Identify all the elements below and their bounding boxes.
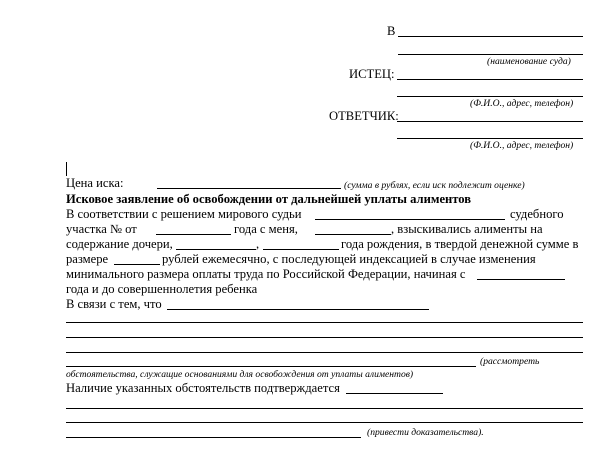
defendant-field-2[interactable] — [397, 138, 583, 139]
body-line-6: года и до совершеннолетия ребенка — [66, 282, 258, 296]
court-field-2[interactable] — [398, 54, 583, 55]
plaintiff-note: (Ф.И.О., адрес, телефон) — [470, 98, 574, 109]
name-field[interactable] — [315, 234, 391, 235]
proof-line-2[interactable] — [66, 422, 583, 423]
price-label: Цена иска: — [66, 176, 124, 190]
amount-field[interactable] — [114, 264, 160, 265]
body-line-8: Наличие указанных обстоятельств подтверждается — [66, 381, 340, 395]
circumstances-note-a: (рассмотреть — [480, 356, 540, 367]
defendant-label: ОТВЕТЧИК: — [329, 109, 399, 123]
body-line-2c: , взыскивались алименты на — [391, 222, 543, 236]
body-line-3a: содержание дочери, — [66, 237, 173, 251]
defendant-note: (Ф.И.О., адрес, телефон) — [470, 140, 574, 151]
body-line-7: В связи с тем, что — [66, 297, 162, 311]
start-date-field[interactable] — [477, 279, 565, 280]
date-field[interactable] — [156, 234, 231, 235]
body-line-4a: размере — [66, 252, 109, 266]
text-cursor — [66, 162, 67, 176]
proof-line-3[interactable] — [66, 437, 361, 438]
document-title: Исковое заявление об освобождении от дальнейшей уплаты алиментов — [66, 192, 472, 206]
plaintiff-field-2[interactable] — [397, 96, 583, 97]
body-line-3b: , — [256, 237, 260, 251]
body-line-4b: рублей ежемесячно, с последующей индексацией в случае изменения — [162, 252, 536, 266]
body-line-1b: судебного — [510, 207, 564, 221]
body-line-1a: В соответствии с решением мирового судьи — [66, 207, 302, 221]
defendant-field[interactable] — [397, 121, 583, 122]
reason-field[interactable] — [167, 309, 429, 310]
judge-field[interactable] — [315, 219, 505, 220]
price-field[interactable] — [157, 188, 341, 189]
price-note: (сумма в рублях, если иск подлежит оценке) — [344, 180, 525, 191]
reason-line-2[interactable] — [66, 337, 583, 338]
plaintiff-label: ИСТЕЦ: — [349, 67, 395, 81]
body-line-3c: года рождения, в твердой денежной сумме в — [341, 237, 579, 251]
plaintiff-field[interactable] — [397, 79, 583, 80]
daughter-name-field[interactable] — [176, 249, 256, 250]
court-note: (наименование суда) — [487, 56, 571, 67]
court-field[interactable] — [398, 36, 583, 37]
reason-line-1[interactable] — [66, 322, 583, 323]
body-line-2a: участка № от — [66, 222, 137, 236]
court-prefix: В — [387, 24, 396, 38]
body-line-5: минимального размера оплаты труда по Российской Федерации, начиная с — [66, 267, 466, 281]
body-line-2b: года с меня, — [234, 222, 298, 236]
birth-year-field[interactable] — [263, 249, 339, 250]
reason-line-4[interactable] — [66, 366, 476, 367]
reason-line-3[interactable] — [66, 352, 583, 353]
proof-note: (привести доказательства). — [367, 427, 484, 438]
proof-field[interactable] — [346, 393, 443, 394]
circumstances-note-b: обстоятельства, служащие основаниями для освобождения от уплаты алиментов) — [66, 369, 414, 380]
proof-line-1[interactable] — [66, 408, 583, 409]
